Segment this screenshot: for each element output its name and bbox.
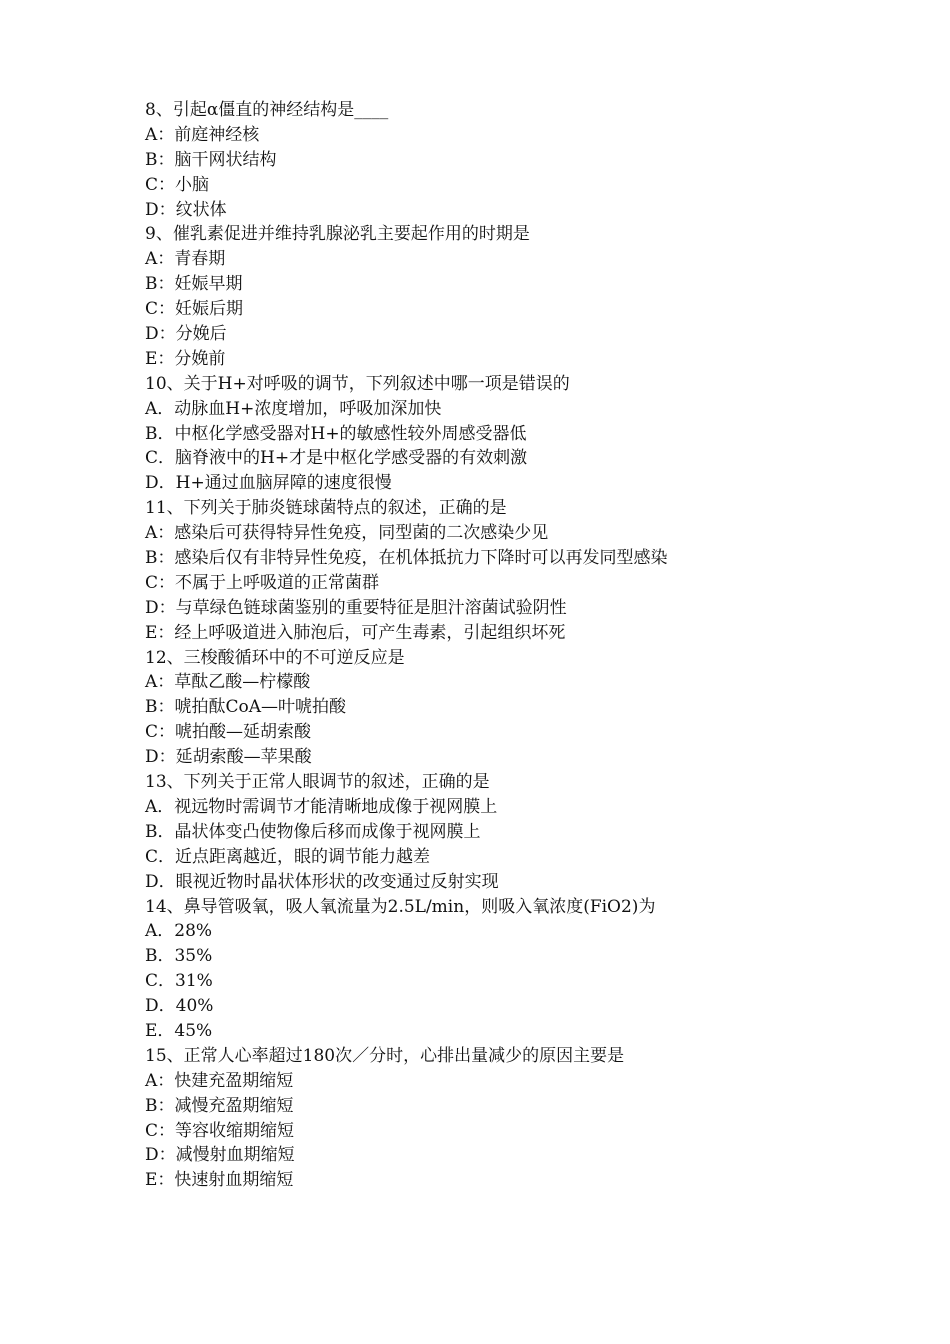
answer-option: D：延胡索酸—苹果酸 xyxy=(145,747,312,768)
answer-option: E：经上呼吸道进入肺泡后，可产生毒素，引起组织坏死 xyxy=(145,622,566,643)
answer-option: E．45% xyxy=(145,1020,213,1041)
answer-option: C：小脑 xyxy=(145,174,210,195)
answer-option: C．31% xyxy=(145,971,213,992)
answer-option: B：妊娠早期 xyxy=(145,274,243,295)
question-stem: 8、引起α僵直的神经结构是____ xyxy=(145,100,389,120)
answer-option: B．中枢化学感受器对H+的敏感性较外周感受器低 xyxy=(145,423,527,444)
question-stem: 11、下列关于肺炎链球菌特点的叙述，正确的是 xyxy=(145,498,507,519)
answer-option: A：草酞乙酸—柠檬酸 xyxy=(145,672,311,693)
answer-option: D：与草绿色链球菌鉴别的重要特征是胆汁溶菌试验阴性 xyxy=(145,597,567,618)
answer-option: C．近点距离越近，眼的调节能力越差 xyxy=(145,846,431,867)
answer-option: C：不属于上呼吸道的正常菌群 xyxy=(145,572,380,593)
answer-option: C．脑脊液中的H+才是中枢化学感受器的有效刺激 xyxy=(145,448,528,469)
answer-option: B．35% xyxy=(145,946,213,967)
question-block xyxy=(145,496,845,645)
answer-option: B：唬拍酞CoA—叶唬拍酸 xyxy=(145,697,347,718)
answer-option: A：快建充盈期缩短 xyxy=(145,1070,294,1091)
answer-option: B：减慢充盈期缩短 xyxy=(145,1095,294,1116)
answer-option: B．晶状体变凸使物像后移而成像于视网膜上 xyxy=(145,821,481,842)
answer-option: A：感染后可获得特异性免疫，同型菌的二次感染少见 xyxy=(145,523,549,544)
answer-option: B：脑干网状结构 xyxy=(145,149,277,170)
answer-option: D：减慢射血期缩短 xyxy=(145,1145,295,1166)
answer-option: D．H+通过血脑屏障的速度很慢 xyxy=(145,473,392,494)
answer-option: D：分娩后 xyxy=(145,324,227,345)
answer-option: A．28% xyxy=(145,921,213,942)
answer-option: B：感染后仅有非特异性免疫，在机体抵抗力下降时可以再发同型感染 xyxy=(145,548,668,569)
answer-option: C：妊娠后期 xyxy=(145,299,244,320)
answer-option: E：分娩前 xyxy=(145,348,226,369)
question-block xyxy=(145,98,845,222)
answer-option: C：唬拍酸—延胡索酸 xyxy=(145,722,312,743)
question-block xyxy=(145,372,845,496)
question-block xyxy=(145,222,845,371)
question-stem: 15、正常人心率超过180次／分时，心排出量减少的原因主要是 xyxy=(145,1045,625,1066)
answer-option: A．视远物时需调节才能清晰地成像于视网膜上 xyxy=(145,796,498,817)
question-stem: 13、下列关于正常人眼调节的叙述，正确的是 xyxy=(145,772,490,793)
answer-option: A．动脉血H+浓度增加，呼吸加深加快 xyxy=(145,398,442,419)
question-block xyxy=(145,895,845,1044)
question-stem: 12、三梭酸循环中的不可逆反应是 xyxy=(145,647,405,668)
question-stem: 10、关于H+对呼吸的调节，下列叙述中哪一项是错误的 xyxy=(145,373,570,394)
question-block xyxy=(145,646,845,770)
answer-option: C：等容收缩期缩短 xyxy=(145,1120,295,1141)
question-block xyxy=(145,770,845,894)
question-block xyxy=(145,1044,845,1193)
answer-option: D．40% xyxy=(145,996,214,1017)
question-stem: 9、催乳素促进并维持乳腺泌乳主要起作用的时期是 xyxy=(145,224,530,245)
answer-option: A：青春期 xyxy=(145,249,226,270)
answer-option: D：纹状体 xyxy=(145,199,227,220)
answer-option: A：前庭神经核 xyxy=(145,124,260,145)
question-stem: 14、鼻导管吸氧，吸人氧流量为2.5L/min，则吸入氧浓度(FiO2)为 xyxy=(145,896,656,917)
question-list xyxy=(145,98,845,1193)
answer-option: E：快速射血期缩短 xyxy=(145,1170,294,1191)
answer-option: D．眼视近物时晶状体形状的改变通过反射实现 xyxy=(145,871,499,892)
